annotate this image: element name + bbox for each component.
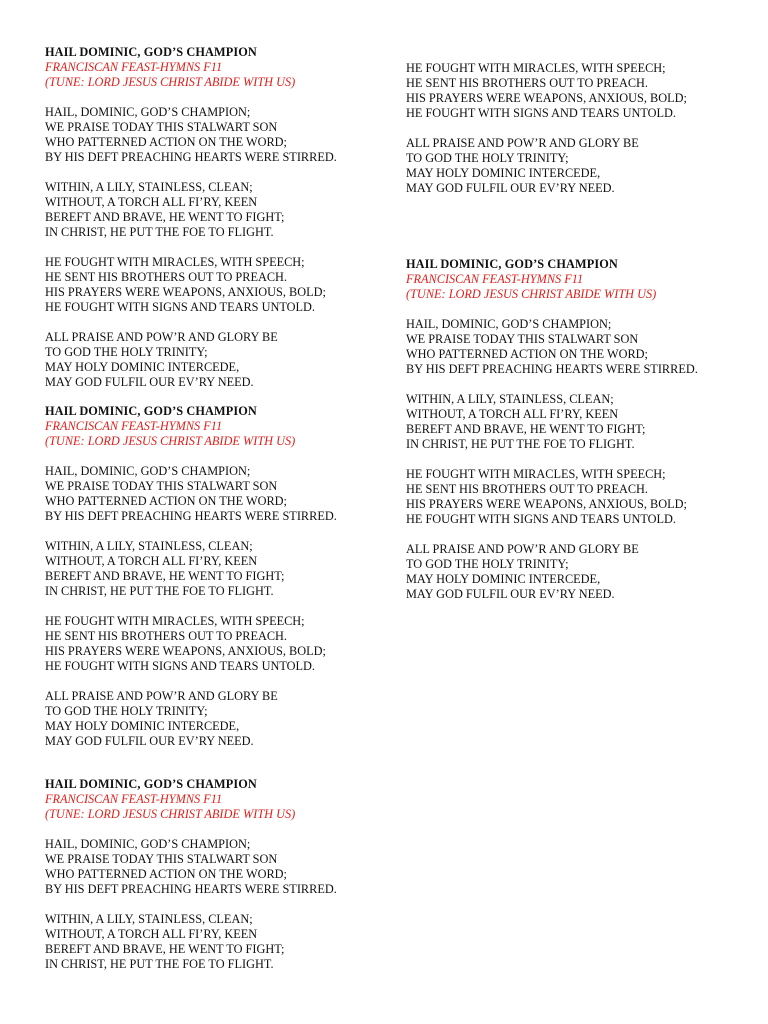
hymn-copy-3 <box>45 777 385 972</box>
verse-line: HE FOUGHT WITH MIRACLES, WITH SPEECH; <box>45 255 305 269</box>
verse-line: WITHOUT, A TORCH ALL FI’RY, KEEN <box>45 554 258 568</box>
verse-line: HE SENT HIS BROTHERS OUT TO PREACH. <box>406 76 648 90</box>
verse-line: WITHOUT, A TORCH ALL FI’RY, KEEN <box>45 195 258 209</box>
verse-line: BEREFT AND BRAVE, HE WENT TO FIGHT; <box>45 942 285 956</box>
verse-line: HE FOUGHT WITH MIRACLES, WITH SPEECH; <box>406 61 666 75</box>
verse-line: WE PRAISE TODAY THIS STALWART SON <box>45 479 278 493</box>
hymn-tune: (TUNE: LORD JESUS CHRIST ABIDE WITH US) <box>406 287 657 301</box>
stanza-3 <box>45 614 385 674</box>
hymn-title: HAIL DOMINIC, GOD’S CHAMPION <box>45 777 257 791</box>
verse-line: HE FOUGHT WITH SIGNS AND TEARS UNTOLD. <box>406 106 676 120</box>
verse-line: TO GOD THE HOLY TRINITY; <box>406 151 569 165</box>
hymn-copy-1 <box>45 45 385 390</box>
hymn-tune: (TUNE: LORD JESUS CHRIST ABIDE WITH US) <box>45 807 296 821</box>
verse-line: WITHIN, A LILY, STAINLESS, CLEAN; <box>406 392 614 406</box>
hymn-source: FRANCISCAN FEAST-HYMNS F11 <box>45 60 223 74</box>
stanza-4 <box>406 542 746 602</box>
stanza-3 <box>406 467 746 527</box>
verse-line: WHO PATTERNED ACTION ON THE WORD; <box>406 347 648 361</box>
stanza-2 <box>45 912 385 972</box>
hymn-title: HAIL DOMINIC, GOD’S CHAMPION <box>45 45 257 59</box>
stanza-1 <box>406 317 746 377</box>
hymn-source: FRANCISCAN FEAST-HYMNS F11 <box>45 792 223 806</box>
verse-line: BY HIS DEFT PREACHING HEARTS WERE STIRRED. <box>45 509 337 523</box>
verse-line: TO GOD THE HOLY TRINITY; <box>406 557 569 571</box>
verse-line: MAY GOD FULFIL OUR EV’RY NEED. <box>45 734 254 748</box>
verse-line: ALL PRAISE AND POW’R AND GLORY BE <box>406 136 639 150</box>
verse-line: WITHOUT, A TORCH ALL FI’RY, KEEN <box>45 927 258 941</box>
verse-line: HE FOUGHT WITH SIGNS AND TEARS UNTOLD. <box>45 659 315 673</box>
verse-line: WITHIN, A LILY, STAINLESS, CLEAN; <box>45 912 253 926</box>
verse-line: WE PRAISE TODAY THIS STALWART SON <box>45 852 278 866</box>
verse-line: BEREFT AND BRAVE, HE WENT TO FIGHT; <box>406 422 646 436</box>
verse-line: ALL PRAISE AND POW’R AND GLORY BE <box>406 542 639 556</box>
verse-line: MAY GOD FULFIL OUR EV’RY NEED. <box>406 587 615 601</box>
verse-line: WE PRAISE TODAY THIS STALWART SON <box>406 332 639 346</box>
verse-line: HAIL, DOMINIC, GOD’S CHAMPION; <box>45 464 251 478</box>
verse-line: WHO PATTERNED ACTION ON THE WORD; <box>45 135 287 149</box>
verse-line: IN CHRIST, HE PUT THE FOE TO FLIGHT. <box>45 957 274 971</box>
verse-line: HE SENT HIS BROTHERS OUT TO PREACH. <box>45 270 287 284</box>
verse-line: HE FOUGHT WITH SIGNS AND TEARS UNTOLD. <box>45 300 315 314</box>
hymn-source: FRANCISCAN FEAST-HYMNS F11 <box>406 272 584 286</box>
verse-line: BEREFT AND BRAVE, HE WENT TO FIGHT; <box>45 210 285 224</box>
stanza-1 <box>45 837 385 897</box>
hymn-title: HAIL DOMINIC, GOD’S CHAMPION <box>45 404 257 418</box>
verse-line: MAY HOLY DOMINIC INTERCEDE, <box>406 572 601 586</box>
stanza-2 <box>45 180 385 240</box>
verse-line: HIS PRAYERS WERE WEAPONS, ANXIOUS, BOLD; <box>45 644 326 658</box>
verse-line: IN CHRIST, HE PUT THE FOE TO FLIGHT. <box>45 225 274 239</box>
stanza-3 <box>45 255 385 315</box>
verse-line: MAY HOLY DOMINIC INTERCEDE, <box>45 360 240 374</box>
stanza-1 <box>45 105 385 165</box>
verse-line: WHO PATTERNED ACTION ON THE WORD; <box>45 494 287 508</box>
verse-line: HAIL, DOMINIC, GOD’S CHAMPION; <box>45 105 251 119</box>
hymn-tune: (TUNE: LORD JESUS CHRIST ABIDE WITH US) <box>45 434 296 448</box>
verse-line: TO GOD THE HOLY TRINITY; <box>45 345 208 359</box>
verse-line: HIS PRAYERS WERE WEAPONS, ANXIOUS, BOLD; <box>406 497 687 511</box>
verse-line: HAIL, DOMINIC, GOD’S CHAMPION; <box>45 837 251 851</box>
verse-line: IN CHRIST, HE PUT THE FOE TO FLIGHT. <box>406 437 635 451</box>
verse-line: HE SENT HIS BROTHERS OUT TO PREACH. <box>406 482 648 496</box>
verse-line: BY HIS DEFT PREACHING HEARTS WERE STIRRED. <box>45 150 337 164</box>
verse-line: MAY GOD FULFIL OUR EV’RY NEED. <box>45 375 254 389</box>
stanza-4 <box>45 689 385 749</box>
verse-line: BEREFT AND BRAVE, HE WENT TO FIGHT; <box>45 569 285 583</box>
verse-line: ALL PRAISE AND POW’R AND GLORY BE <box>45 330 278 344</box>
stanza-2 <box>406 392 746 452</box>
verse-line: WE PRAISE TODAY THIS STALWART SON <box>45 120 278 134</box>
verse-line: MAY GOD FULFIL OUR EV’RY NEED. <box>406 181 615 195</box>
verse-line: IN CHRIST, HE PUT THE FOE TO FLIGHT. <box>45 584 274 598</box>
verse-line: HE SENT HIS BROTHERS OUT TO PREACH. <box>45 629 287 643</box>
verse-line: BY HIS DEFT PREACHING HEARTS WERE STIRRED. <box>45 882 337 896</box>
verse-line: HIS PRAYERS WERE WEAPONS, ANXIOUS, BOLD; <box>45 285 326 299</box>
hymn-continuation <box>406 61 746 196</box>
verse-line: HE FOUGHT WITH MIRACLES, WITH SPEECH; <box>45 614 305 628</box>
hymn-title: HAIL DOMINIC, GOD’S CHAMPION <box>406 257 618 271</box>
verse-line: TO GOD THE HOLY TRINITY; <box>45 704 208 718</box>
stanza-4 <box>406 136 746 196</box>
verse-line: WHO PATTERNED ACTION ON THE WORD; <box>45 867 287 881</box>
hymn-copy-4 <box>406 257 746 602</box>
stanza-4 <box>45 330 385 390</box>
verse-line: HAIL, DOMINIC, GOD’S CHAMPION; <box>406 317 612 331</box>
stanza-1 <box>45 464 385 524</box>
verse-line: BY HIS DEFT PREACHING HEARTS WERE STIRRED. <box>406 362 698 376</box>
hymn-tune: (TUNE: LORD JESUS CHRIST ABIDE WITH US) <box>45 75 296 89</box>
verse-line: WITHOUT, A TORCH ALL FI’RY, KEEN <box>406 407 619 421</box>
verse-line: WITHIN, A LILY, STAINLESS, CLEAN; <box>45 180 253 194</box>
verse-line: HIS PRAYERS WERE WEAPONS, ANXIOUS, BOLD; <box>406 91 687 105</box>
verse-line: MAY HOLY DOMINIC INTERCEDE, <box>45 719 240 733</box>
hymn-copy-2 <box>45 404 385 749</box>
hymn-source: FRANCISCAN FEAST-HYMNS F11 <box>45 419 223 433</box>
stanza-3 <box>406 61 746 121</box>
verse-line: HE FOUGHT WITH MIRACLES, WITH SPEECH; <box>406 467 666 481</box>
verse-line: HE FOUGHT WITH SIGNS AND TEARS UNTOLD. <box>406 512 676 526</box>
verse-line: MAY HOLY DOMINIC INTERCEDE, <box>406 166 601 180</box>
verse-line: ALL PRAISE AND POW’R AND GLORY BE <box>45 689 278 703</box>
verse-line: WITHIN, A LILY, STAINLESS, CLEAN; <box>45 539 253 553</box>
stanza-2 <box>45 539 385 599</box>
